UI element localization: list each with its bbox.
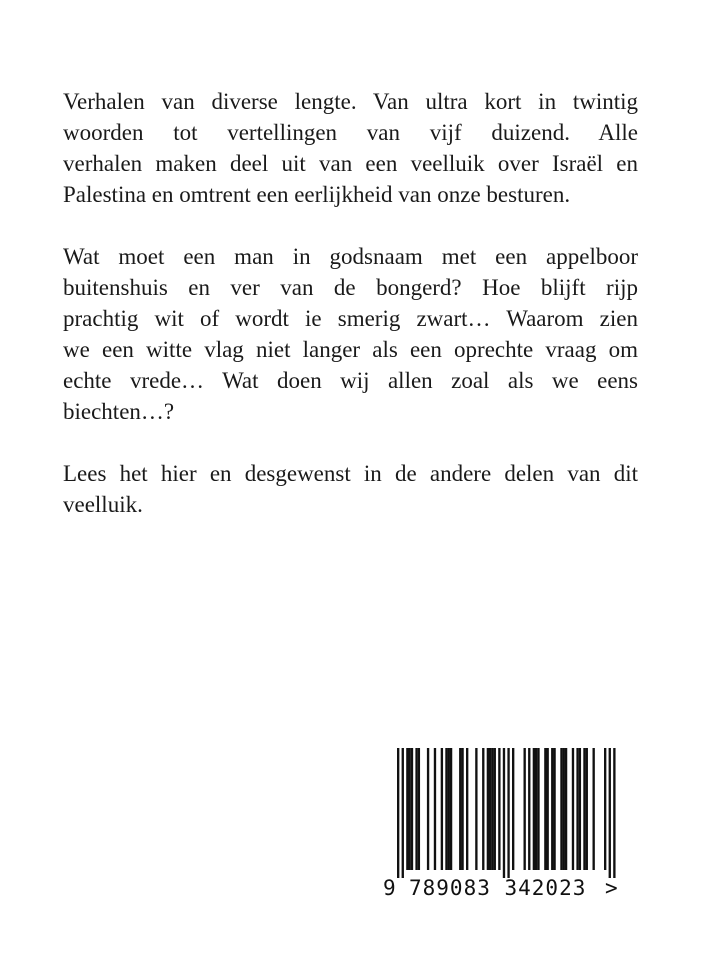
barcode-bar bbox=[593, 748, 595, 870]
barcode-bar bbox=[482, 748, 484, 870]
barcode-bar bbox=[583, 748, 585, 870]
barcode-guard-bar bbox=[609, 748, 611, 878]
text-line: veelluik. bbox=[63, 492, 143, 517]
barcode-guard-bar bbox=[503, 748, 505, 878]
text-line: Lees het hier en desgewenst in de andere delen van dit bbox=[63, 461, 638, 486]
barcode-bar bbox=[459, 748, 461, 870]
barcode-bar bbox=[535, 748, 537, 870]
barcode-bar bbox=[586, 748, 588, 870]
barcode-bar bbox=[498, 748, 500, 870]
text-line: Palestina en omtrent een eerlijkheid van onze besturen. bbox=[63, 182, 571, 207]
barcode-bar bbox=[604, 748, 606, 870]
barcode-bars bbox=[383, 748, 623, 878]
text-line: buitenshuis en ver van de bongerd? Hoe blijft rijp bbox=[63, 275, 638, 300]
text-line: verhalen maken deel uit van een veelluik over Israël en bbox=[63, 151, 638, 176]
barcode-bar bbox=[547, 748, 549, 870]
text-line: we een witte vlag niet langer als een oprechte vraag om bbox=[63, 337, 638, 362]
isbn-number bbox=[383, 876, 623, 972]
back-cover-text bbox=[63, 86, 638, 551]
text-line: prachtig wit of wordt ie smerig zwart… Waarom zien bbox=[63, 306, 638, 331]
barcode-bar bbox=[544, 748, 546, 870]
barcode-bar bbox=[434, 748, 436, 870]
barcode-bar bbox=[489, 748, 491, 870]
paragraph-2 bbox=[63, 241, 638, 427]
barcode-guard-bar bbox=[397, 748, 399, 878]
isbn-first-digit: 9 bbox=[383, 876, 396, 900]
barcode-bar bbox=[415, 748, 417, 870]
barcode-bar bbox=[565, 748, 567, 870]
barcode-bar bbox=[512, 748, 514, 870]
barcode-bar bbox=[560, 748, 562, 870]
barcode-bar bbox=[441, 748, 443, 870]
text-line: woorden tot vertellingen van vijf duizend. Alle bbox=[63, 120, 638, 145]
barcode-bar bbox=[411, 748, 413, 870]
text-line: Verhalen van diverse lengte. Van ultra kort in twintig bbox=[63, 89, 638, 114]
barcode-guard-bar bbox=[613, 748, 615, 878]
barcode-bar bbox=[524, 748, 526, 870]
barcode-bar bbox=[448, 748, 450, 870]
text-line: Wat moet een man in godsnaam met een appelboor bbox=[63, 244, 638, 269]
barcode-bar bbox=[579, 748, 581, 870]
barcode-bar bbox=[494, 748, 496, 870]
isbn-arrow: > bbox=[605, 876, 618, 900]
barcode-bar bbox=[461, 748, 463, 870]
barcode-bar bbox=[418, 748, 420, 870]
barcode-bar bbox=[551, 748, 553, 870]
barcode-bar bbox=[572, 748, 574, 870]
barcode-bar bbox=[445, 748, 447, 870]
paragraph-1 bbox=[63, 86, 638, 210]
barcode-bar bbox=[537, 748, 539, 870]
barcode-bar bbox=[533, 748, 535, 870]
barcode-bar bbox=[450, 748, 452, 870]
barcode-guard-bar bbox=[507, 748, 509, 878]
barcode-bar bbox=[487, 748, 489, 870]
isbn-barcode bbox=[383, 748, 623, 878]
barcode-bar bbox=[475, 748, 477, 870]
isbn-digits: 789083 342023 bbox=[409, 876, 587, 900]
barcode-bar bbox=[406, 748, 408, 870]
barcode-bar bbox=[409, 748, 411, 870]
paragraph-3 bbox=[63, 458, 638, 520]
barcode-bar bbox=[466, 748, 468, 870]
barcode-bar bbox=[528, 748, 530, 870]
text-line: biechten…? bbox=[63, 399, 175, 424]
barcode-bar bbox=[491, 748, 493, 870]
barcode-bar bbox=[427, 748, 429, 870]
barcode-guard-bar bbox=[402, 748, 404, 878]
text-line: echte vrede… Wat doen wij allen zoal als we eens bbox=[63, 368, 638, 393]
barcode-bar bbox=[553, 748, 555, 870]
barcode-bar bbox=[563, 748, 565, 870]
barcode-bar bbox=[576, 748, 578, 870]
